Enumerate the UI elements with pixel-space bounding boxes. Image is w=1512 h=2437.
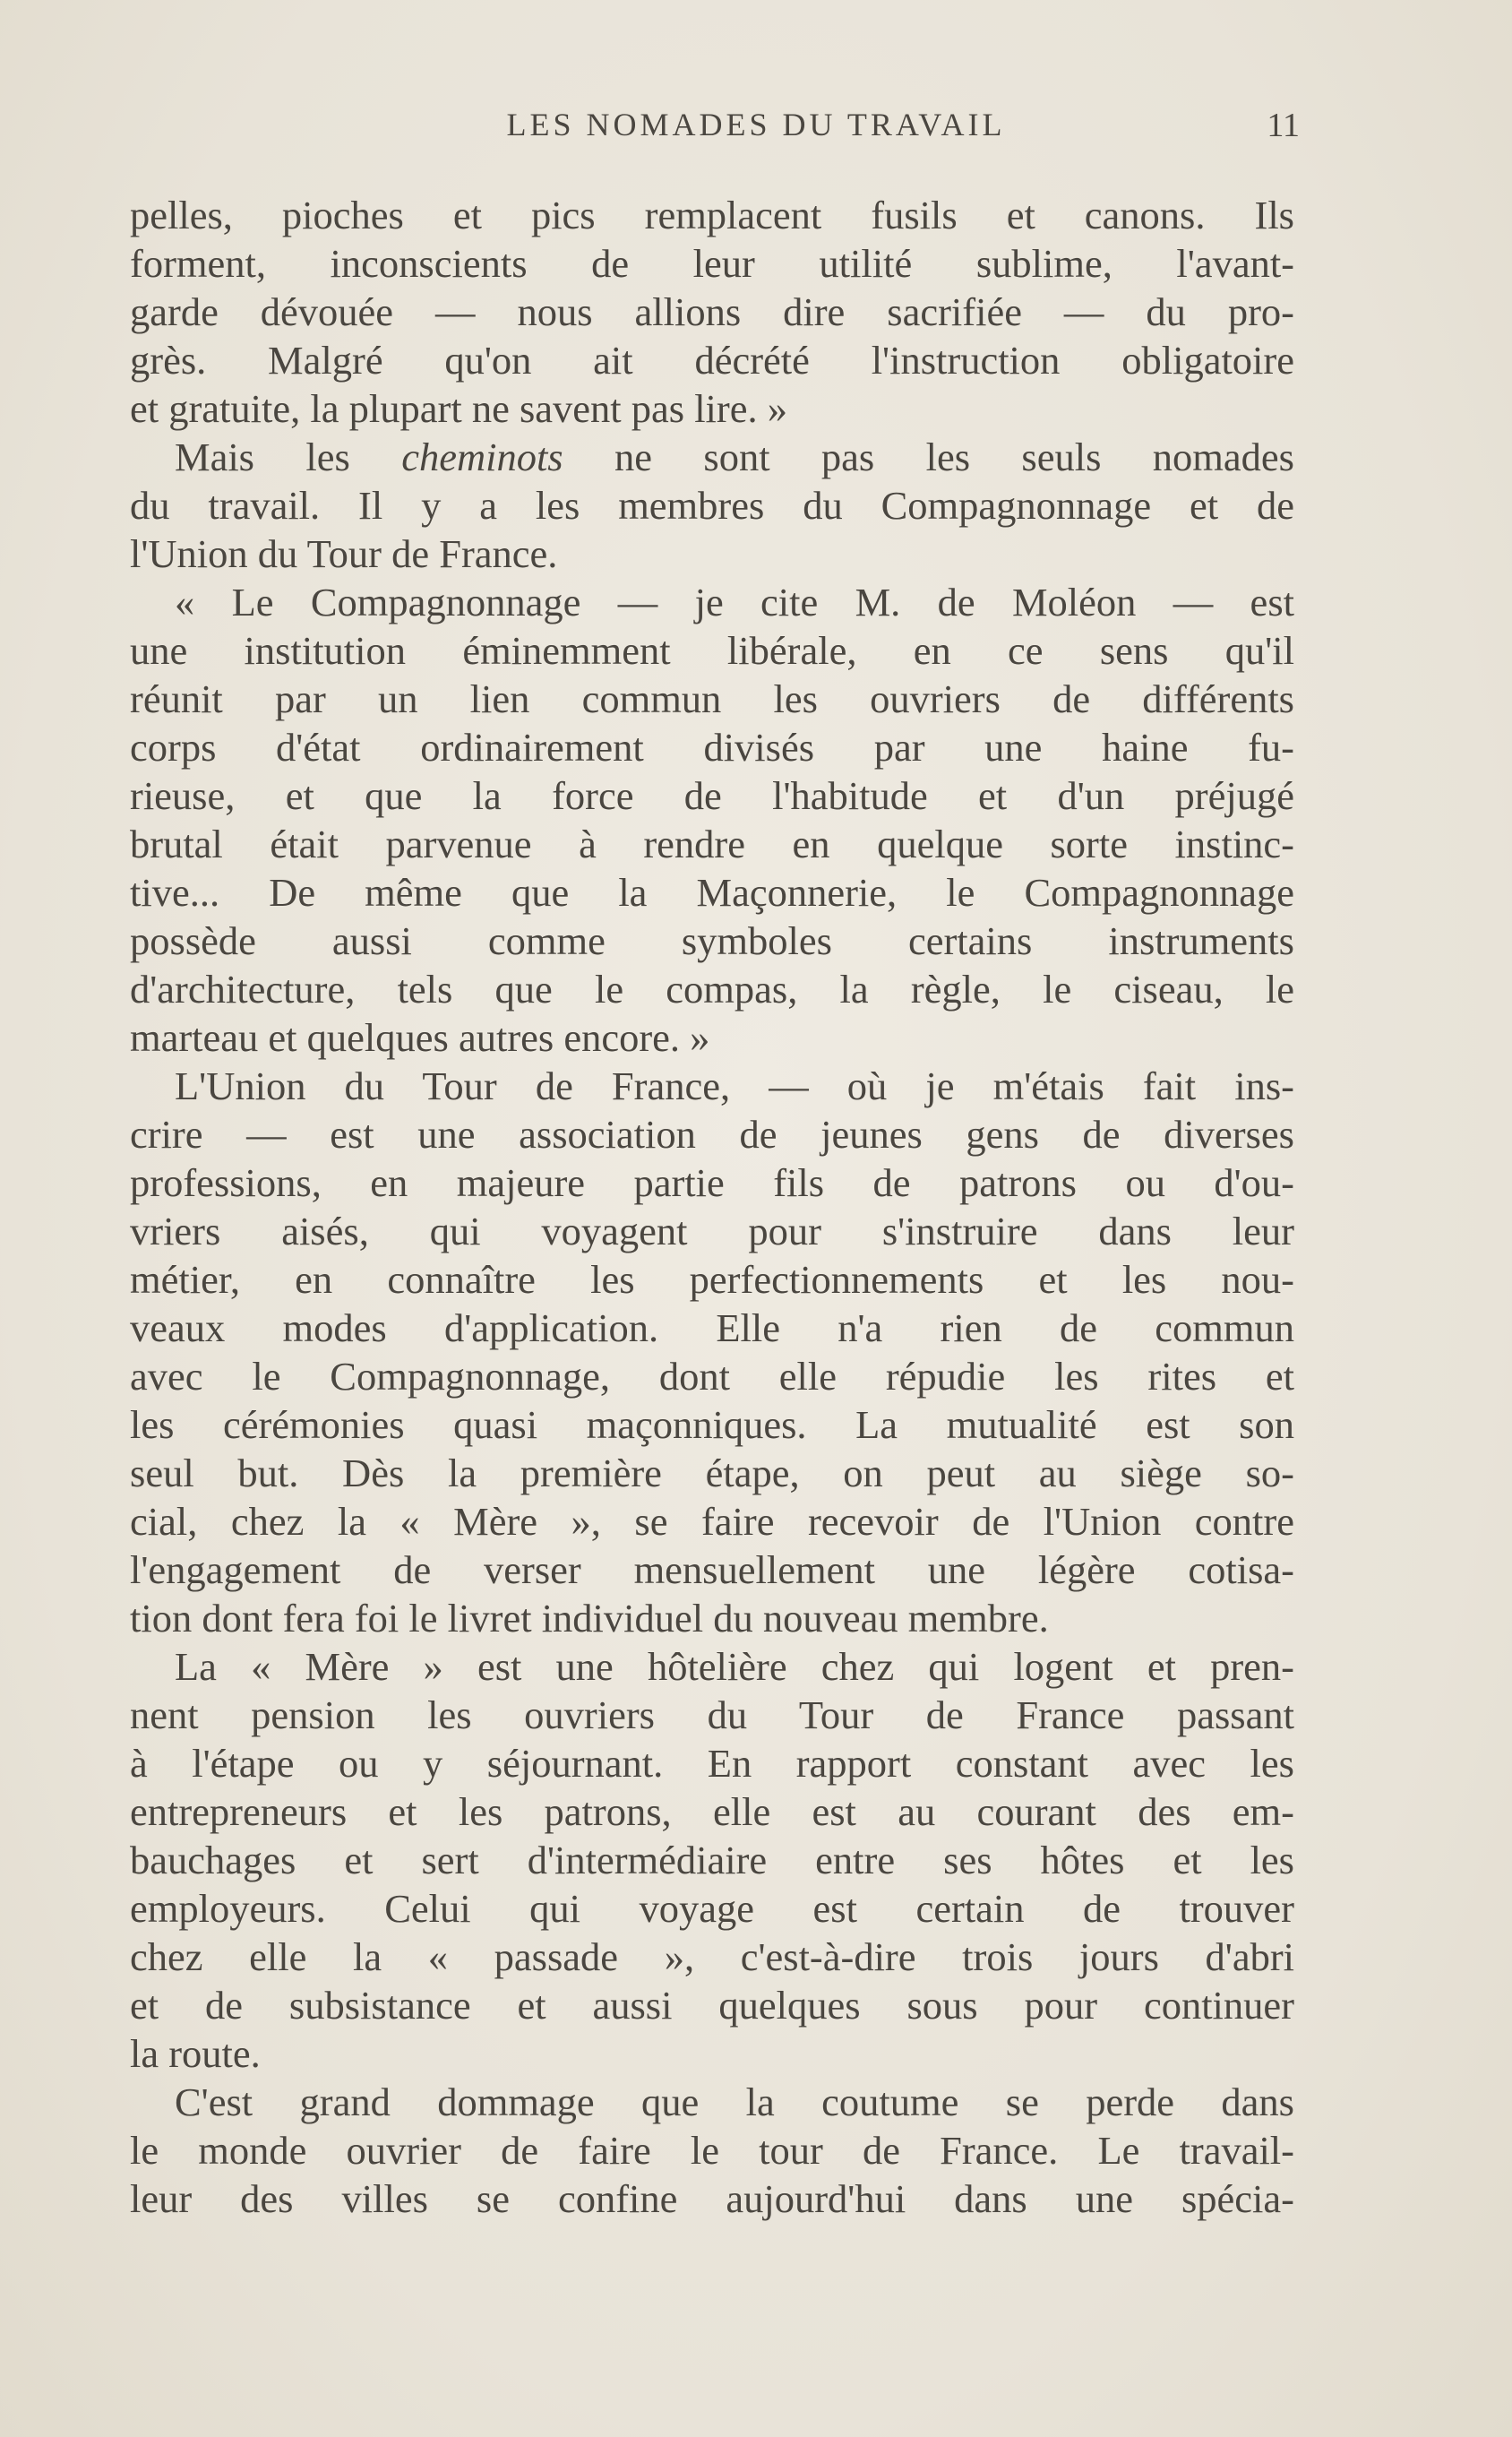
text-line: le monde ouvrier de faire le tour de France. Le travail- [130,2128,1294,2173]
text-line: du travail. Il y a les membres du Compagnonnage et de [130,483,1294,528]
text-line: corps d'état ordinairement divisés par une haine fu- [130,725,1294,770]
text-line: employeurs. Celui qui voyage est certain de trouver [130,1886,1294,1931]
text-line: veaux modes d'application. Elle n'a rien de commun [130,1305,1294,1350]
text-line: tion dont fera foi le livret individuel du nouveau membre. [130,1596,1049,1640]
text-line: seul but. Dès la première étape, on peut au siège so- [130,1451,1294,1495]
text-line: réunit par un lien commun les ouvriers de différents [130,676,1294,721]
page-number: 11 [1267,107,1300,144]
text-line: l'Union du Tour de France. [130,531,558,576]
text-line: entrepreneurs et les patrons, elle est au courant des em- [130,1789,1294,1834]
page-header [0,106,1512,156]
text-line: forment, inconscients de leur utilité sublime, l'avant- [130,241,1294,286]
italic-word: cheminots [401,435,563,479]
text-line: brutal était parvenue à rendre en quelque sorte instinc- [130,822,1294,866]
text-line: C'est grand dommage que la coutume se perde dans [175,2080,1294,2124]
text-line: crire — est une association de jeunes gens de diverses [130,1112,1294,1157]
text-line: Mais les cheminots ne sont pas les seuls nomades [175,435,1294,479]
body-text [130,191,1294,2223]
text-line: l'engagement de verser mensuellement une légère cotisa- [130,1547,1294,1592]
text-line: d'architecture, tels que le compas, la règle, le ciseau, le [130,967,1294,1012]
text-line: professions, en majeure partie fils de patrons ou d'ou- [130,1160,1294,1205]
text-line: nent pension les ouvriers du Tour de France passant [130,1692,1294,1737]
text-line: les cérémonies quasi maçonniques. La mutualité est son [130,1402,1294,1447]
text-line: garde dévouée — nous allions dire sacrifiée — du pro- [130,289,1294,334]
text-line: « Le Compagnonnage — je cite M. de Moléon — est [175,580,1294,624]
text-line: leur des villes se confine aujourd'hui dans une spécia- [130,2176,1294,2221]
running-title: LES NOMADES DU TRAVAIL [506,107,1006,142]
text-line: chez elle la « passade », c'est-à-dire trois jours d'abri [130,1934,1294,1979]
text-line: bauchages et sert d'intermédiaire entre ses hôtes et les [130,1838,1294,1882]
text-line: tive... De même que la Maçonnerie, le Compagnonnage [130,870,1294,915]
text-line: métier, en connaître les perfectionnements et les nou- [130,1257,1294,1302]
text-line: possède aussi comme symboles certains instruments [130,918,1294,963]
text-line: et gratuite, la plupart ne savent pas lire. » [130,386,787,431]
text-line: une institution éminemment libérale, en ce sens qu'il [130,628,1294,673]
text-line: La « Mère » est une hôtelière chez qui logent et pren- [175,1644,1294,1689]
text-line: marteau et quelques autres encore. » [130,1015,710,1060]
text-line: la route. [130,2031,261,2076]
text-line: vriers aisés, qui voyagent pour s'instruire dans leur [130,1209,1294,1253]
text-line: L'Union du Tour de France, — où je m'étais fait ins- [175,1063,1294,1108]
text-line: et de subsistance et aussi quelques sous pour continuer [130,1983,1294,2028]
text-line: pelles, pioches et pics remplacent fusils et canons. Ils [130,193,1294,237]
text-line: rieuse, et que la force de l'habitude et d'un préjugé [130,773,1294,818]
text-line: à l'étape ou y séjournant. En rapport constant avec les [130,1741,1294,1786]
text-line: avec le Compagnonnage, dont elle répudie les rites et [130,1354,1294,1399]
text-line: cial, chez la « Mère », se faire recevoir de l'Union contre [130,1499,1294,1544]
text-line: grès. Malgré qu'on ait décrété l'instruction obligatoire [130,338,1294,383]
